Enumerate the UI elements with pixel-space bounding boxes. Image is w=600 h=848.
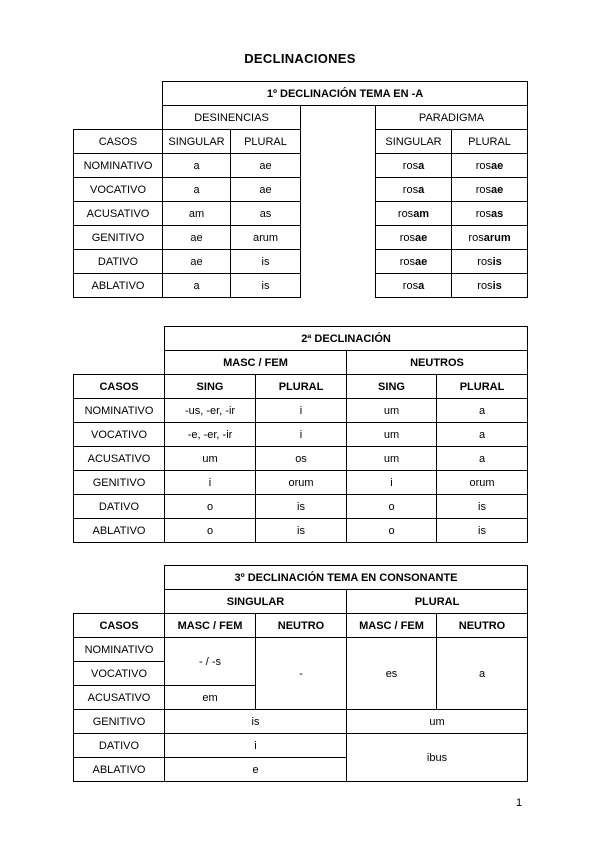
singular-header: SINGULAR: [376, 130, 452, 154]
masc-fem-singular: i: [165, 471, 256, 495]
neutro-singular: i: [347, 471, 437, 495]
plural-header: PLURAL: [452, 130, 528, 154]
stem: ros: [402, 183, 419, 196]
casos-header: CASOS: [74, 130, 163, 154]
sing-header: SING: [347, 375, 437, 399]
ending: ae: [491, 159, 504, 172]
masc-fem-header: MASC / FEM: [347, 614, 437, 638]
masc-fem-plural: orum: [256, 471, 347, 495]
neutro-singular: o: [347, 495, 437, 519]
plur-dat-abl: ibus: [347, 734, 528, 782]
neutro-plural: a: [437, 399, 528, 423]
table3-title: 3º DECLINACIÓN TEMA EN CONSONANTE: [165, 566, 528, 590]
paradigma-header: PARADIGMA: [376, 106, 528, 130]
stem: ros: [477, 255, 493, 268]
table-row: [74, 274, 528, 298]
masc-fem-singular: um: [165, 447, 256, 471]
paradigma-singular: [376, 178, 452, 202]
desinencia-singular: a: [163, 274, 231, 298]
case-label: NOMINATIVO: [74, 399, 165, 423]
sing-mf-nom-voc: - / -s: [165, 638, 256, 686]
masc-fem-singular: o: [165, 495, 256, 519]
plural-header: PLURAL: [347, 590, 528, 614]
ending: is: [492, 255, 502, 268]
ending: a: [418, 159, 425, 172]
desinencias-header: DESINENCIAS: [163, 106, 301, 130]
plural-header: PLURAL: [437, 375, 528, 399]
stem: ros: [468, 231, 484, 244]
second-declension-table: [73, 326, 528, 543]
stem: ros: [475, 207, 492, 220]
desinencia-plural: ae: [231, 154, 301, 178]
stem: ros: [475, 183, 492, 196]
masc-fem-plural: is: [256, 495, 347, 519]
table-row: [74, 519, 528, 543]
spacer: [301, 274, 376, 298]
case-label: DATIVO: [74, 250, 163, 274]
stem: ros: [399, 231, 416, 244]
table2-title: 2ª DECLINACIÓN: [165, 327, 528, 351]
plur-neutro-nom-voc-acu: a: [437, 638, 528, 710]
paradigma-plural: [452, 226, 528, 250]
singular-header: SINGULAR: [163, 130, 231, 154]
desinencia-singular: ae: [163, 250, 231, 274]
table-row: [74, 399, 528, 423]
spacer: [301, 154, 376, 178]
neutro-plural: a: [437, 423, 528, 447]
paradigma-plural: [452, 178, 528, 202]
sing-header: SING: [165, 375, 256, 399]
case-label: NOMINATIVO: [74, 638, 165, 662]
plur-gen: um: [347, 710, 528, 734]
masc-fem-plural: i: [256, 423, 347, 447]
desinencia-singular: ae: [163, 226, 231, 250]
masc-fem-singular: o: [165, 519, 256, 543]
ending: as: [491, 207, 504, 220]
neutro-plural: a: [437, 447, 528, 471]
ending: a: [418, 183, 425, 196]
case-label: ACUSATIVO: [74, 447, 165, 471]
case-label: ABLATIVO: [74, 758, 165, 782]
neutro-header: NEUTRO: [256, 614, 347, 638]
masc-fem-plural: os: [256, 447, 347, 471]
stem: ros: [477, 279, 493, 292]
case-label: ACUSATIVO: [74, 202, 163, 226]
case-label: GENITIVO: [74, 710, 165, 734]
paradigma-singular: [376, 250, 452, 274]
desinencia-plural: as: [231, 202, 301, 226]
masc-fem-singular: -us, -er, -ir: [165, 399, 256, 423]
table-row: [74, 471, 528, 495]
table-row: [74, 447, 528, 471]
desinencia-plural: is: [231, 250, 301, 274]
spacer: [301, 226, 376, 250]
sing-gen: is: [165, 710, 347, 734]
stem: ros: [402, 279, 419, 292]
table1-title: 1º DECLINACIÓN TEMA EN -A: [163, 82, 528, 106]
ending: ae: [415, 231, 428, 244]
desinencia-singular: a: [163, 178, 231, 202]
case-label: ACUSATIVO: [74, 686, 165, 710]
table-row: [74, 250, 528, 274]
desinencia-singular: a: [163, 154, 231, 178]
page-title: DECLINACIONES: [244, 51, 356, 66]
casos-header: CASOS: [74, 375, 165, 399]
stem: ros: [402, 159, 419, 172]
case-label: DATIVO: [74, 495, 165, 519]
ending: arum: [483, 231, 511, 244]
case-label: ABLATIVO: [74, 274, 163, 298]
desinencia-plural: is: [231, 274, 301, 298]
stem: ros: [397, 207, 414, 220]
plural-header: PLURAL: [231, 130, 301, 154]
neutro-plural: orum: [437, 471, 528, 495]
neutro-header: NEUTRO: [437, 614, 528, 638]
neutro-singular: um: [347, 399, 437, 423]
paradigma-plural: [452, 274, 528, 298]
singular-header: SINGULAR: [165, 590, 347, 614]
neutros-header: NEUTROS: [347, 351, 528, 375]
sing-dat: i: [165, 734, 347, 758]
neutro-singular: um: [347, 423, 437, 447]
paradigma-singular: [376, 202, 452, 226]
ending: ae: [415, 255, 428, 268]
spacer: [301, 202, 376, 226]
paradigma-plural: [452, 250, 528, 274]
table-row: [74, 202, 528, 226]
plur-mf-nom-voc-acu: es: [347, 638, 437, 710]
third-declension-table: [73, 565, 528, 782]
neutro-plural: is: [437, 519, 528, 543]
spacer: [301, 250, 376, 274]
paradigma-singular: [376, 226, 452, 250]
paradigma-singular: [376, 154, 452, 178]
case-label: VOCATIVO: [74, 662, 165, 686]
ending: a: [418, 279, 425, 292]
masc-fem-header: MASC / FEM: [165, 351, 347, 375]
ending: is: [492, 279, 502, 292]
page-number: 1: [516, 797, 523, 809]
case-label: VOCATIVO: [74, 423, 165, 447]
table-row: [74, 226, 528, 250]
paradigma-plural: [452, 202, 528, 226]
masc-fem-plural: i: [256, 399, 347, 423]
neutro-singular: o: [347, 519, 437, 543]
table-row: [74, 495, 528, 519]
case-label: NOMINATIVO: [74, 154, 163, 178]
desinencia-plural: arum: [231, 226, 301, 250]
table-row: [74, 154, 528, 178]
masc-fem-header: MASC / FEM: [165, 614, 256, 638]
neutro-plural: is: [437, 495, 528, 519]
table-row: [74, 423, 528, 447]
desinencia-plural: ae: [231, 178, 301, 202]
sing-neutro-nom-voc-acu: -: [256, 638, 347, 710]
casos-header: CASOS: [74, 614, 165, 638]
table-row: [74, 178, 528, 202]
case-label: GENITIVO: [74, 226, 163, 250]
sing-abl: e: [165, 758, 347, 782]
case-label: ABLATIVO: [74, 519, 165, 543]
case-label: GENITIVO: [74, 471, 165, 495]
sing-mf-acu: em: [165, 686, 256, 710]
desinencia-singular: am: [163, 202, 231, 226]
spacer: [301, 178, 376, 202]
ending: am: [413, 207, 430, 220]
first-declension-table: [73, 81, 528, 298]
neutro-singular: um: [347, 447, 437, 471]
ending: ae: [491, 183, 504, 196]
stem: ros: [475, 159, 492, 172]
masc-fem-singular: -e, -er, -ir: [165, 423, 256, 447]
paradigma-singular: [376, 274, 452, 298]
masc-fem-plural: is: [256, 519, 347, 543]
plural-header: PLURAL: [256, 375, 347, 399]
case-label: VOCATIVO: [74, 178, 163, 202]
paradigma-plural: [452, 154, 528, 178]
stem: ros: [399, 255, 416, 268]
case-label: DATIVO: [74, 734, 165, 758]
